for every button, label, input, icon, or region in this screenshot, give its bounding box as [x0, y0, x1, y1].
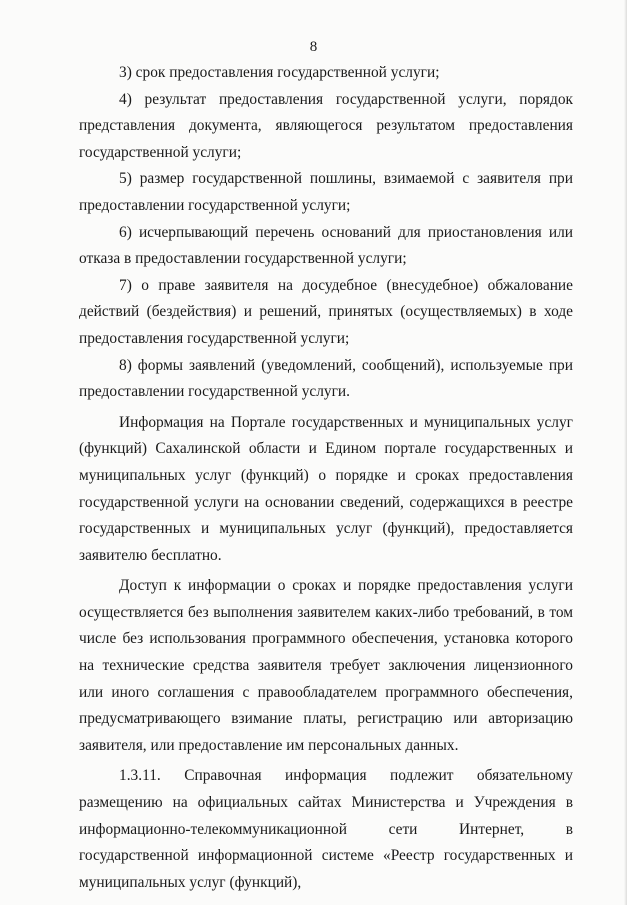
list-item-6: 6) исчерпывающий перечень оснований для приостановления или отказа в предоставлении государственной услуги;	[79, 223, 573, 268]
page-number: 8	[309, 39, 318, 55]
portal-info-paragraph: Информация на Портале государственных и муниципальных услуг (функций) Сахалинской области и Едином портале государственных и муниципальных услуг (функций) о порядке и сроках предоставления государственной услуги на основании сведений, содержащихся в реестре государственных и муниципальных услуг (функций), предоставляется заявителю бесплатно.	[79, 413, 573, 564]
document-body	[79, 60, 573, 896]
list-item-5: 5) размер государственной пошлины, взимаемой с заявителя при предоставлении государственной услуги;	[79, 170, 573, 214]
access-info-paragraph: Доступ к информации о сроках и порядке предоставления услуги осуществляется без выполнения заявителем каких-либо требований, в том числе без использования программного обеспечения, установка которого на технические средства заявителя требует заключения лицензионного или иного соглашения с правообладателем программного обеспечения, предусматривающего взимание платы, регистрацию или авторизацию заявителя, или предоставление им персональных данных.	[79, 577, 573, 754]
list-item-3: 3) срок предоставления государственной услуги;	[119, 64, 440, 81]
list-item-8: 8) формы заявлений (уведомлений, сообщений), используемые при предоставлении государственной услуги.	[79, 356, 573, 401]
list-item-7: 7) о праве заявителя на досудебное (внесудебное) обжалование действий (бездействия) и решений, принятых (осуществляемых) в ходе предоставления государственной услуги;	[79, 276, 573, 347]
list-item-4: 4) результат предоставления государственной услуги, порядок представления документа, являющегося результатом предоставления государственной услуги;	[79, 90, 573, 161]
section-1-3-11-paragraph: 1.3.11. Справочная информация подлежит обязательному размещению на официальных сайтах Министерства и Учреждения в информационно-телекоммуникационной сети Интернет, в государственной информационной системе «Реестр государственных и муниципальных услуг (функций),	[79, 767, 573, 891]
